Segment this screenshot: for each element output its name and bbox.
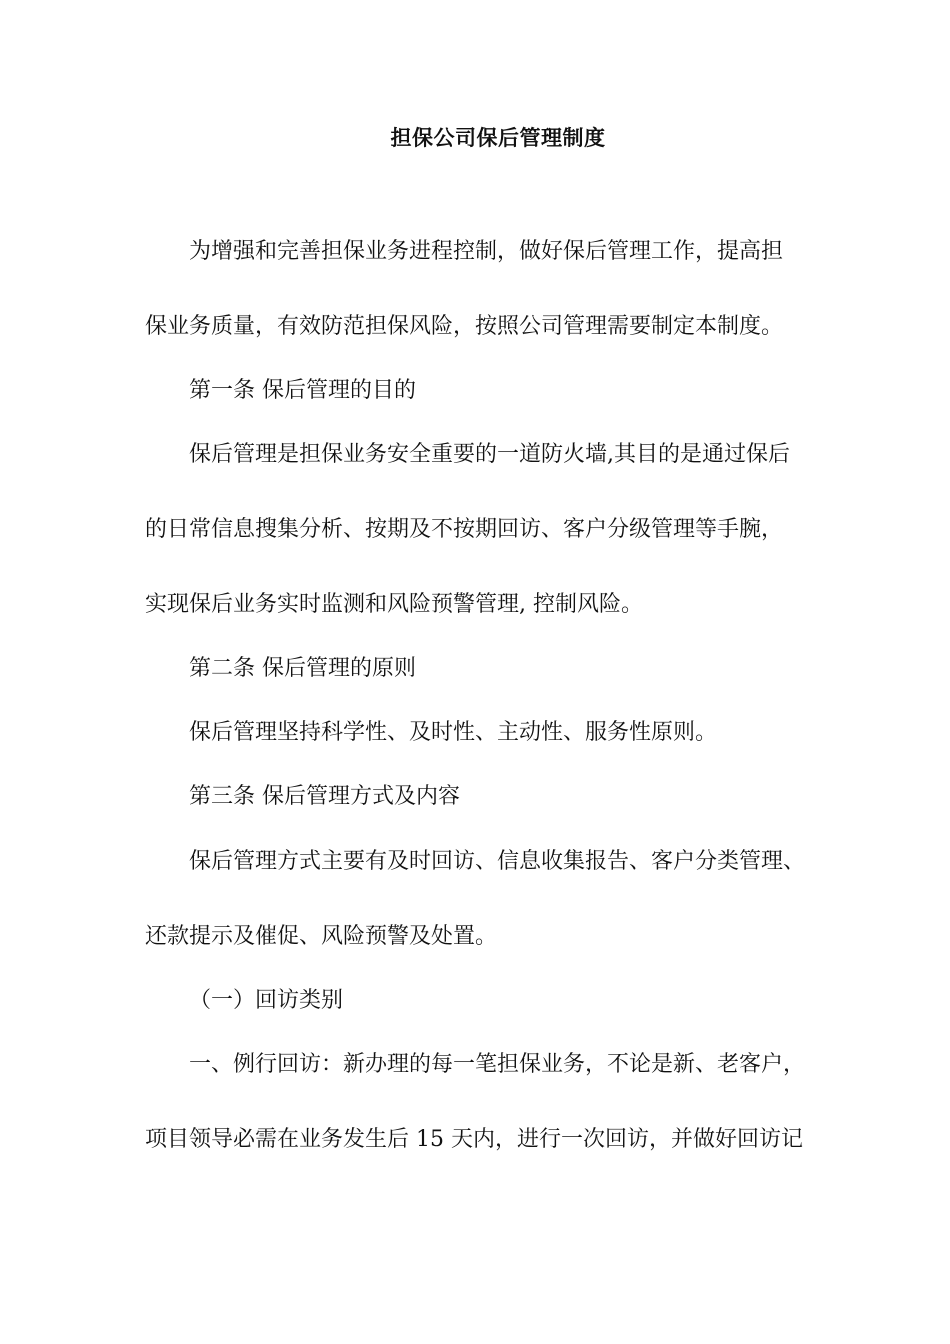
- section-1-heading: （一）回访类别: [189, 988, 344, 1013]
- intro-paragraph-line-1: 为增强和完善担保业务进程控制，做好保后管理工作，提高担: [189, 239, 784, 264]
- article-3-heading: 第三条 保后管理方式及内容: [189, 784, 460, 809]
- article-2-heading: 第二条 保后管理的原则: [189, 656, 416, 681]
- article-1-heading: 第一条 保后管理的目的: [189, 378, 416, 403]
- article-2-body: 保后管理坚持科学性、及时性、主动性、服务性原则。: [189, 720, 718, 745]
- article-3-body-line-1: 保后管理方式主要有及时回访、信息收集报告、客户分类管理、: [189, 849, 806, 874]
- routine-visit-line-1: 一、例行回访：新办理的每一笔担保业务，不论是新、老客户，: [189, 1052, 806, 1077]
- article-1-body-line-1: 保后管理是担保业务安全重要的一道防火墙,其目的是通过保后: [189, 442, 790, 467]
- article-3-body-line-2: 还款提示及催促、风险预警及处置。: [145, 924, 498, 949]
- document-title: 担保公司保后管理制度: [390, 126, 606, 150]
- article-1-body-line-2: 的日常信息搜集分析、按期及不按期回访、客户分级管理等手腕，: [145, 517, 784, 542]
- routine-visit-line-2: 项目领导必需在业务发生后 15 天内，进行一次回访，并做好回访记: [145, 1127, 803, 1152]
- intro-paragraph-line-2: 保业务质量，有效防范担保风险，按照公司管理需要制定本制度。: [145, 314, 784, 339]
- article-1-body-line-3: 实现保后业务实时监测和风险预警管理, 控制风险。: [145, 592, 643, 617]
